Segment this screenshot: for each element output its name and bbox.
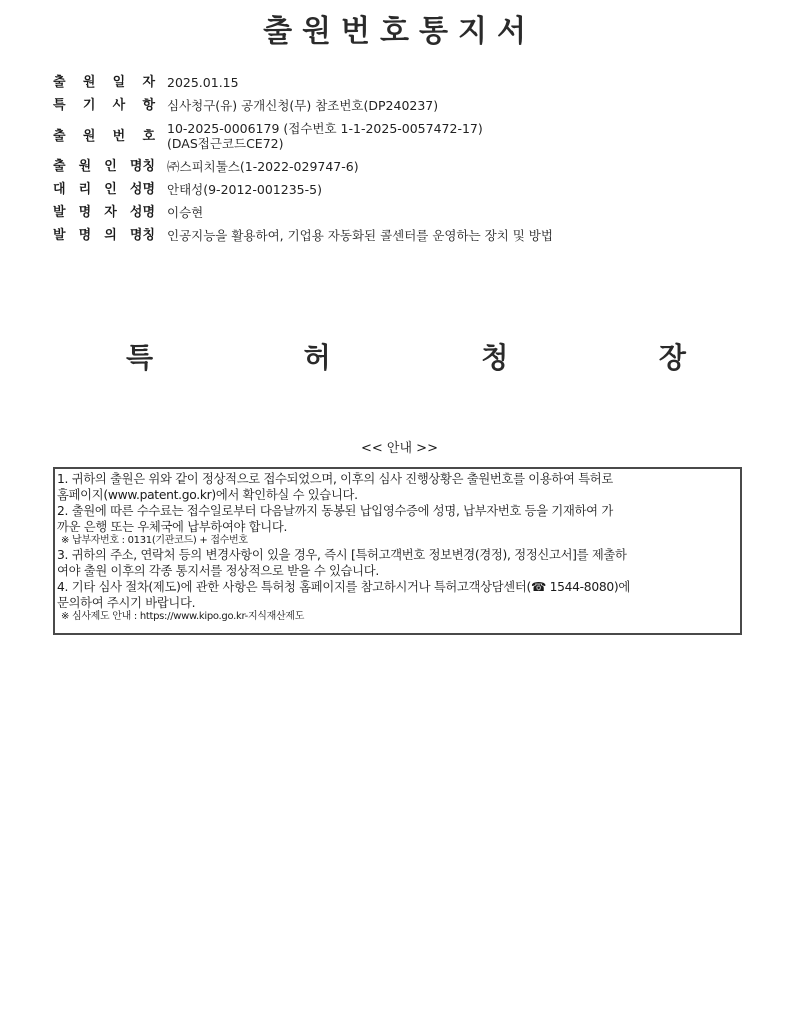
document-title: 출원번호통지서 bbox=[263, 14, 536, 49]
application-number: 10-2025-0006179 (접수번호 1-1-2025-0057472-17) bbox=[167, 121, 483, 136]
guide-note: ※ 납부자번호 : 0131(기관코드) + 접수번호 bbox=[61, 535, 248, 546]
field-label: 특 기 사 항 bbox=[53, 98, 155, 113]
field-agent-name bbox=[53, 182, 553, 197]
guide-line: 4. 기타 심사 절차(제도)에 관한 사항은 특허청 홈페이지를 참고하시거나 특허고객상담센터(☎ 1544-8080)에 bbox=[57, 580, 630, 594]
field-value bbox=[167, 121, 483, 151]
guide-heading: << 안내 >> bbox=[361, 441, 438, 456]
field-label: 대 리 인 성명 bbox=[53, 182, 155, 197]
field-value: 이승현 bbox=[167, 205, 204, 220]
guide-box bbox=[53, 467, 742, 635]
signature-char: 허 bbox=[303, 341, 331, 374]
field-value: ㈜스피치툴스(1-2022-029747-6) bbox=[167, 159, 359, 174]
field-label: 출 원 번 호 bbox=[53, 129, 155, 144]
field-value: 2025.01.15 bbox=[167, 75, 239, 90]
application-info-table bbox=[53, 75, 553, 251]
signature-char: 특 bbox=[126, 341, 154, 374]
field-label: 출 원 인 명칭 bbox=[53, 159, 155, 174]
guide-note: ※ 심사제도 안내 : https://www.kipo.go.kr-지식재산제도 bbox=[61, 611, 305, 622]
guide-line: 까운 은행 또는 우체국에 납부하여야 합니다. bbox=[57, 520, 288, 534]
issuer-signature bbox=[126, 336, 686, 376]
field-inventor-name bbox=[53, 205, 553, 220]
field-label: 출 원 일 자 bbox=[53, 75, 155, 90]
field-special-notes bbox=[53, 98, 553, 113]
field-value: 안태성(9-2012-001235-5) bbox=[167, 182, 322, 197]
signature-char: 청 bbox=[481, 341, 509, 374]
guide-line: 여야 출원 이후의 각종 통지서를 정상적으로 받을 수 있습니다. bbox=[57, 564, 379, 578]
field-label: 발 명 자 성명 bbox=[53, 205, 155, 220]
signature-char: 장 bbox=[658, 341, 686, 374]
field-application-number bbox=[53, 121, 553, 151]
field-value: 인공지능을 활용하여, 기업용 자동화된 콜센터를 운영하는 장치 및 방법 bbox=[167, 228, 553, 243]
field-invention-title bbox=[53, 228, 553, 243]
field-value: 심사청구(유) 공개신청(무) 참조번호(DP240237) bbox=[167, 98, 439, 113]
field-applicant-name bbox=[53, 159, 553, 174]
das-access-code: (DAS접근코드CE72) bbox=[167, 136, 284, 151]
guide-line: 홈페이지(www.patent.go.kr)에서 확인하실 수 있습니다. bbox=[57, 488, 358, 502]
guide-line: 1. 귀하의 출원은 위와 같이 정상적으로 접수되었으며, 이후의 심사 진행상황은 출원번호를 이용하여 특허로 bbox=[57, 472, 613, 486]
guide-line: 3. 귀하의 주소, 연락처 등의 변경사항이 있을 경우, 즉시 [특허고객번호 정보변경(경정), 정정신고서]를 제출하 bbox=[57, 548, 627, 562]
guide-line: 2. 출원에 따른 수수료는 접수일로부터 다음날까지 동봉된 납입영수증에 성명, 납부자번호 등을 기재하여 가 bbox=[57, 504, 613, 518]
field-application-date bbox=[53, 75, 553, 90]
guide-line: 문의하여 주시기 바랍니다. bbox=[57, 596, 196, 610]
field-label: 발 명 의 명칭 bbox=[53, 228, 155, 243]
